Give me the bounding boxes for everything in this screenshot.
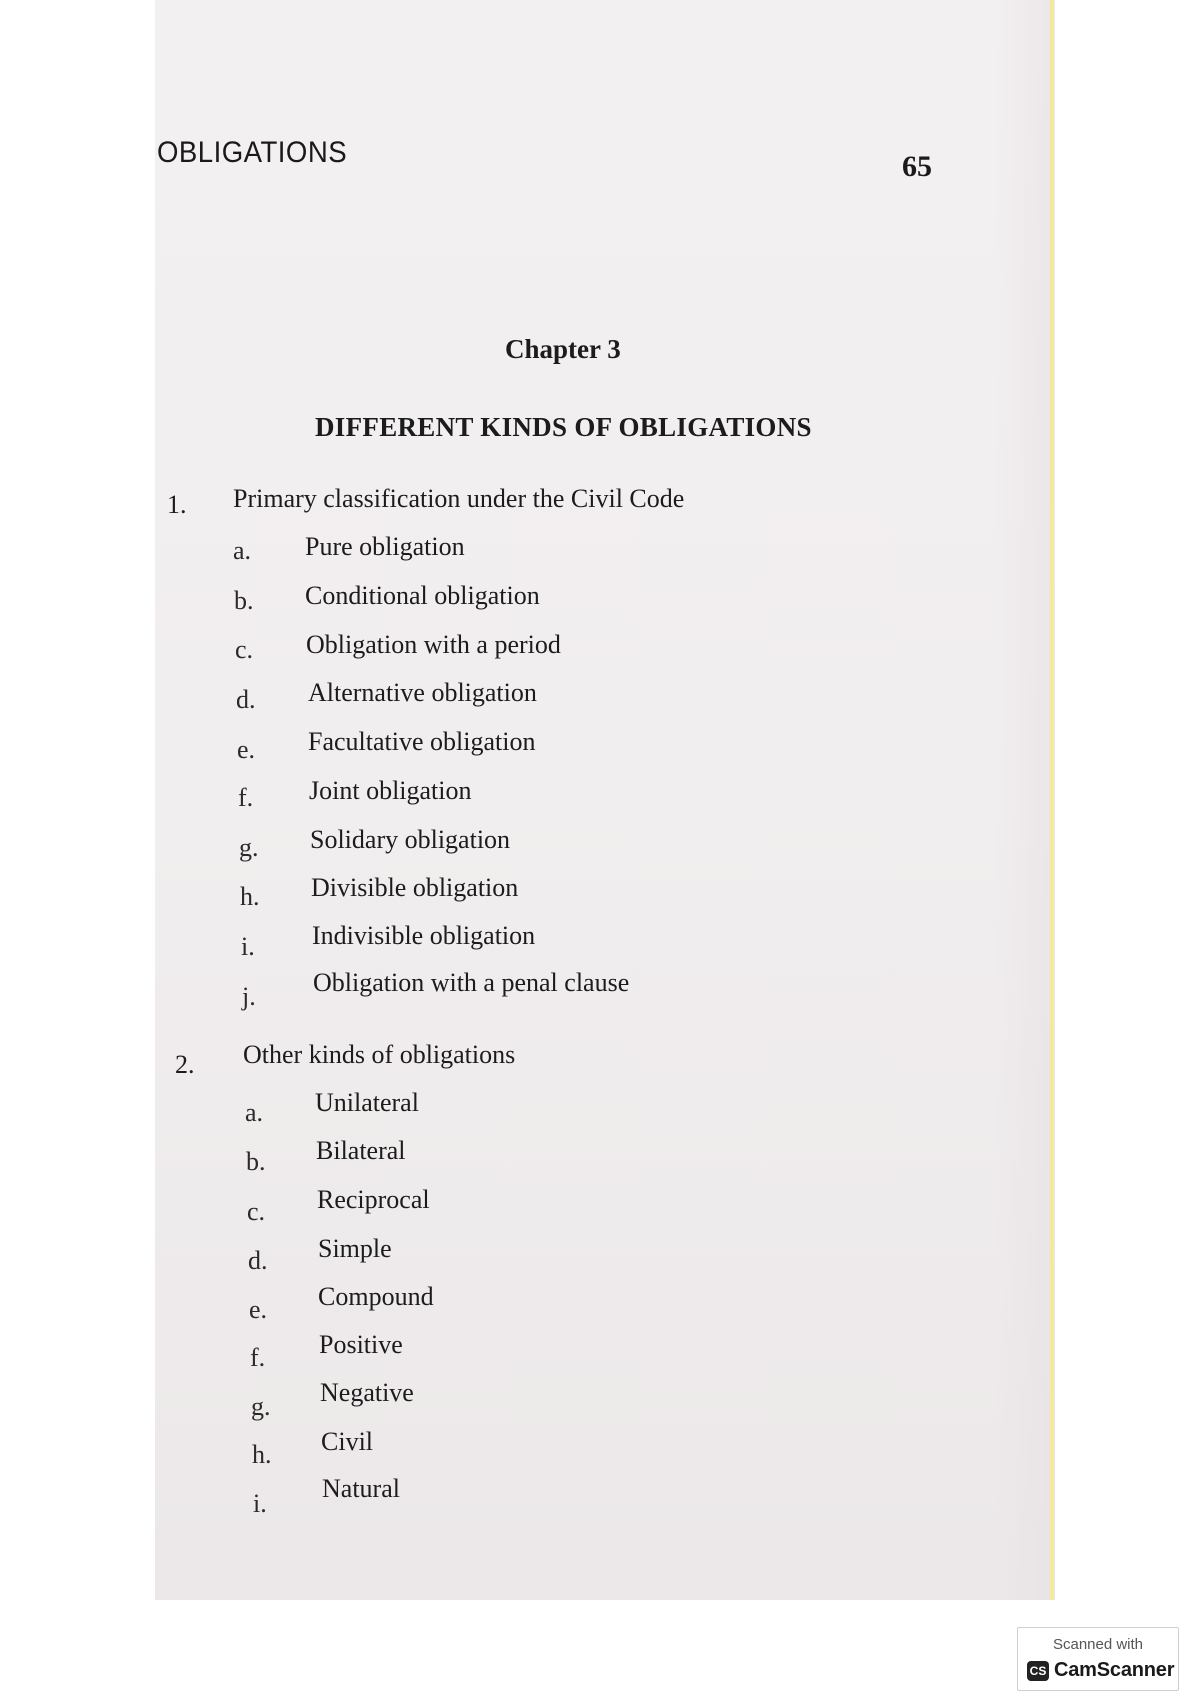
list-item-letter: b. (246, 1147, 266, 1176)
list-item-letter: j. (242, 982, 256, 1011)
list-item-letter: d. (236, 685, 256, 714)
running-head: OBLIGATIONS (157, 136, 348, 169)
list-item: Obligation with a period (306, 630, 561, 659)
list-item: Unilateral (315, 1088, 419, 1117)
list-item: Pure obligation (305, 532, 465, 561)
section-1-number: 1. (167, 490, 187, 519)
list-item: Alternative obligation (308, 678, 537, 707)
list-item-letter: e. (237, 735, 256, 764)
list-item-letter: f. (238, 783, 254, 812)
chapter-title: DIFFERENT KINDS OF OBLIGATIONS (315, 412, 812, 442)
watermark-caption: Scanned with (1052, 1636, 1144, 1653)
scanned-page (155, 0, 1055, 1600)
list-item: Compound (318, 1282, 434, 1311)
chapter-label: Chapter 3 (505, 334, 621, 364)
list-item-letter: e. (249, 1295, 268, 1324)
list-item: Facultative obligation (308, 727, 536, 756)
list-item: Natural (322, 1474, 400, 1503)
list-item-letter: c. (247, 1197, 266, 1226)
list-item: Positive (319, 1330, 403, 1359)
page-number: 65 (902, 150, 932, 183)
list-item-letter: g. (239, 833, 259, 862)
section-1-title: Primary classification under the Civil Code (233, 484, 685, 513)
section-2-number: 2. (175, 1050, 195, 1079)
list-item-letter: a. (233, 536, 252, 565)
list-item: Joint obligation (309, 776, 472, 805)
camscanner-watermark (1017, 1627, 1179, 1691)
list-item: Simple (318, 1234, 392, 1263)
list-item: Civil (321, 1427, 374, 1456)
list-item: Reciprocal (317, 1185, 430, 1214)
list-item-letter: h. (240, 882, 260, 911)
list-item-letter: i. (253, 1489, 267, 1518)
list-item: Conditional obligation (305, 581, 540, 610)
list-item-letter: a. (245, 1098, 264, 1127)
list-item: Solidary obligation (310, 825, 511, 854)
section-2-title: Other kinds of obligations (243, 1040, 516, 1069)
list-item: Negative (320, 1378, 414, 1407)
list-item-letter: c. (235, 635, 254, 664)
list-item: Divisible obligation (311, 873, 519, 902)
list-item-letter: b. (234, 586, 254, 615)
page-edge (1050, 0, 1053, 1600)
list-item-letter: g. (251, 1392, 271, 1421)
camscanner-logo-icon: CS (1027, 1661, 1049, 1681)
list-item-letter: h. (252, 1440, 272, 1469)
list-item-letter: d. (248, 1246, 268, 1275)
watermark-brand: CamScanner (1054, 1659, 1175, 1681)
list-item: Indivisible obligation (312, 921, 536, 950)
list-item: Bilateral (316, 1136, 406, 1165)
list-item-letter: i. (241, 932, 255, 961)
list-item-letter: f. (250, 1343, 266, 1372)
list-item: Obligation with a penal clause (313, 968, 630, 997)
